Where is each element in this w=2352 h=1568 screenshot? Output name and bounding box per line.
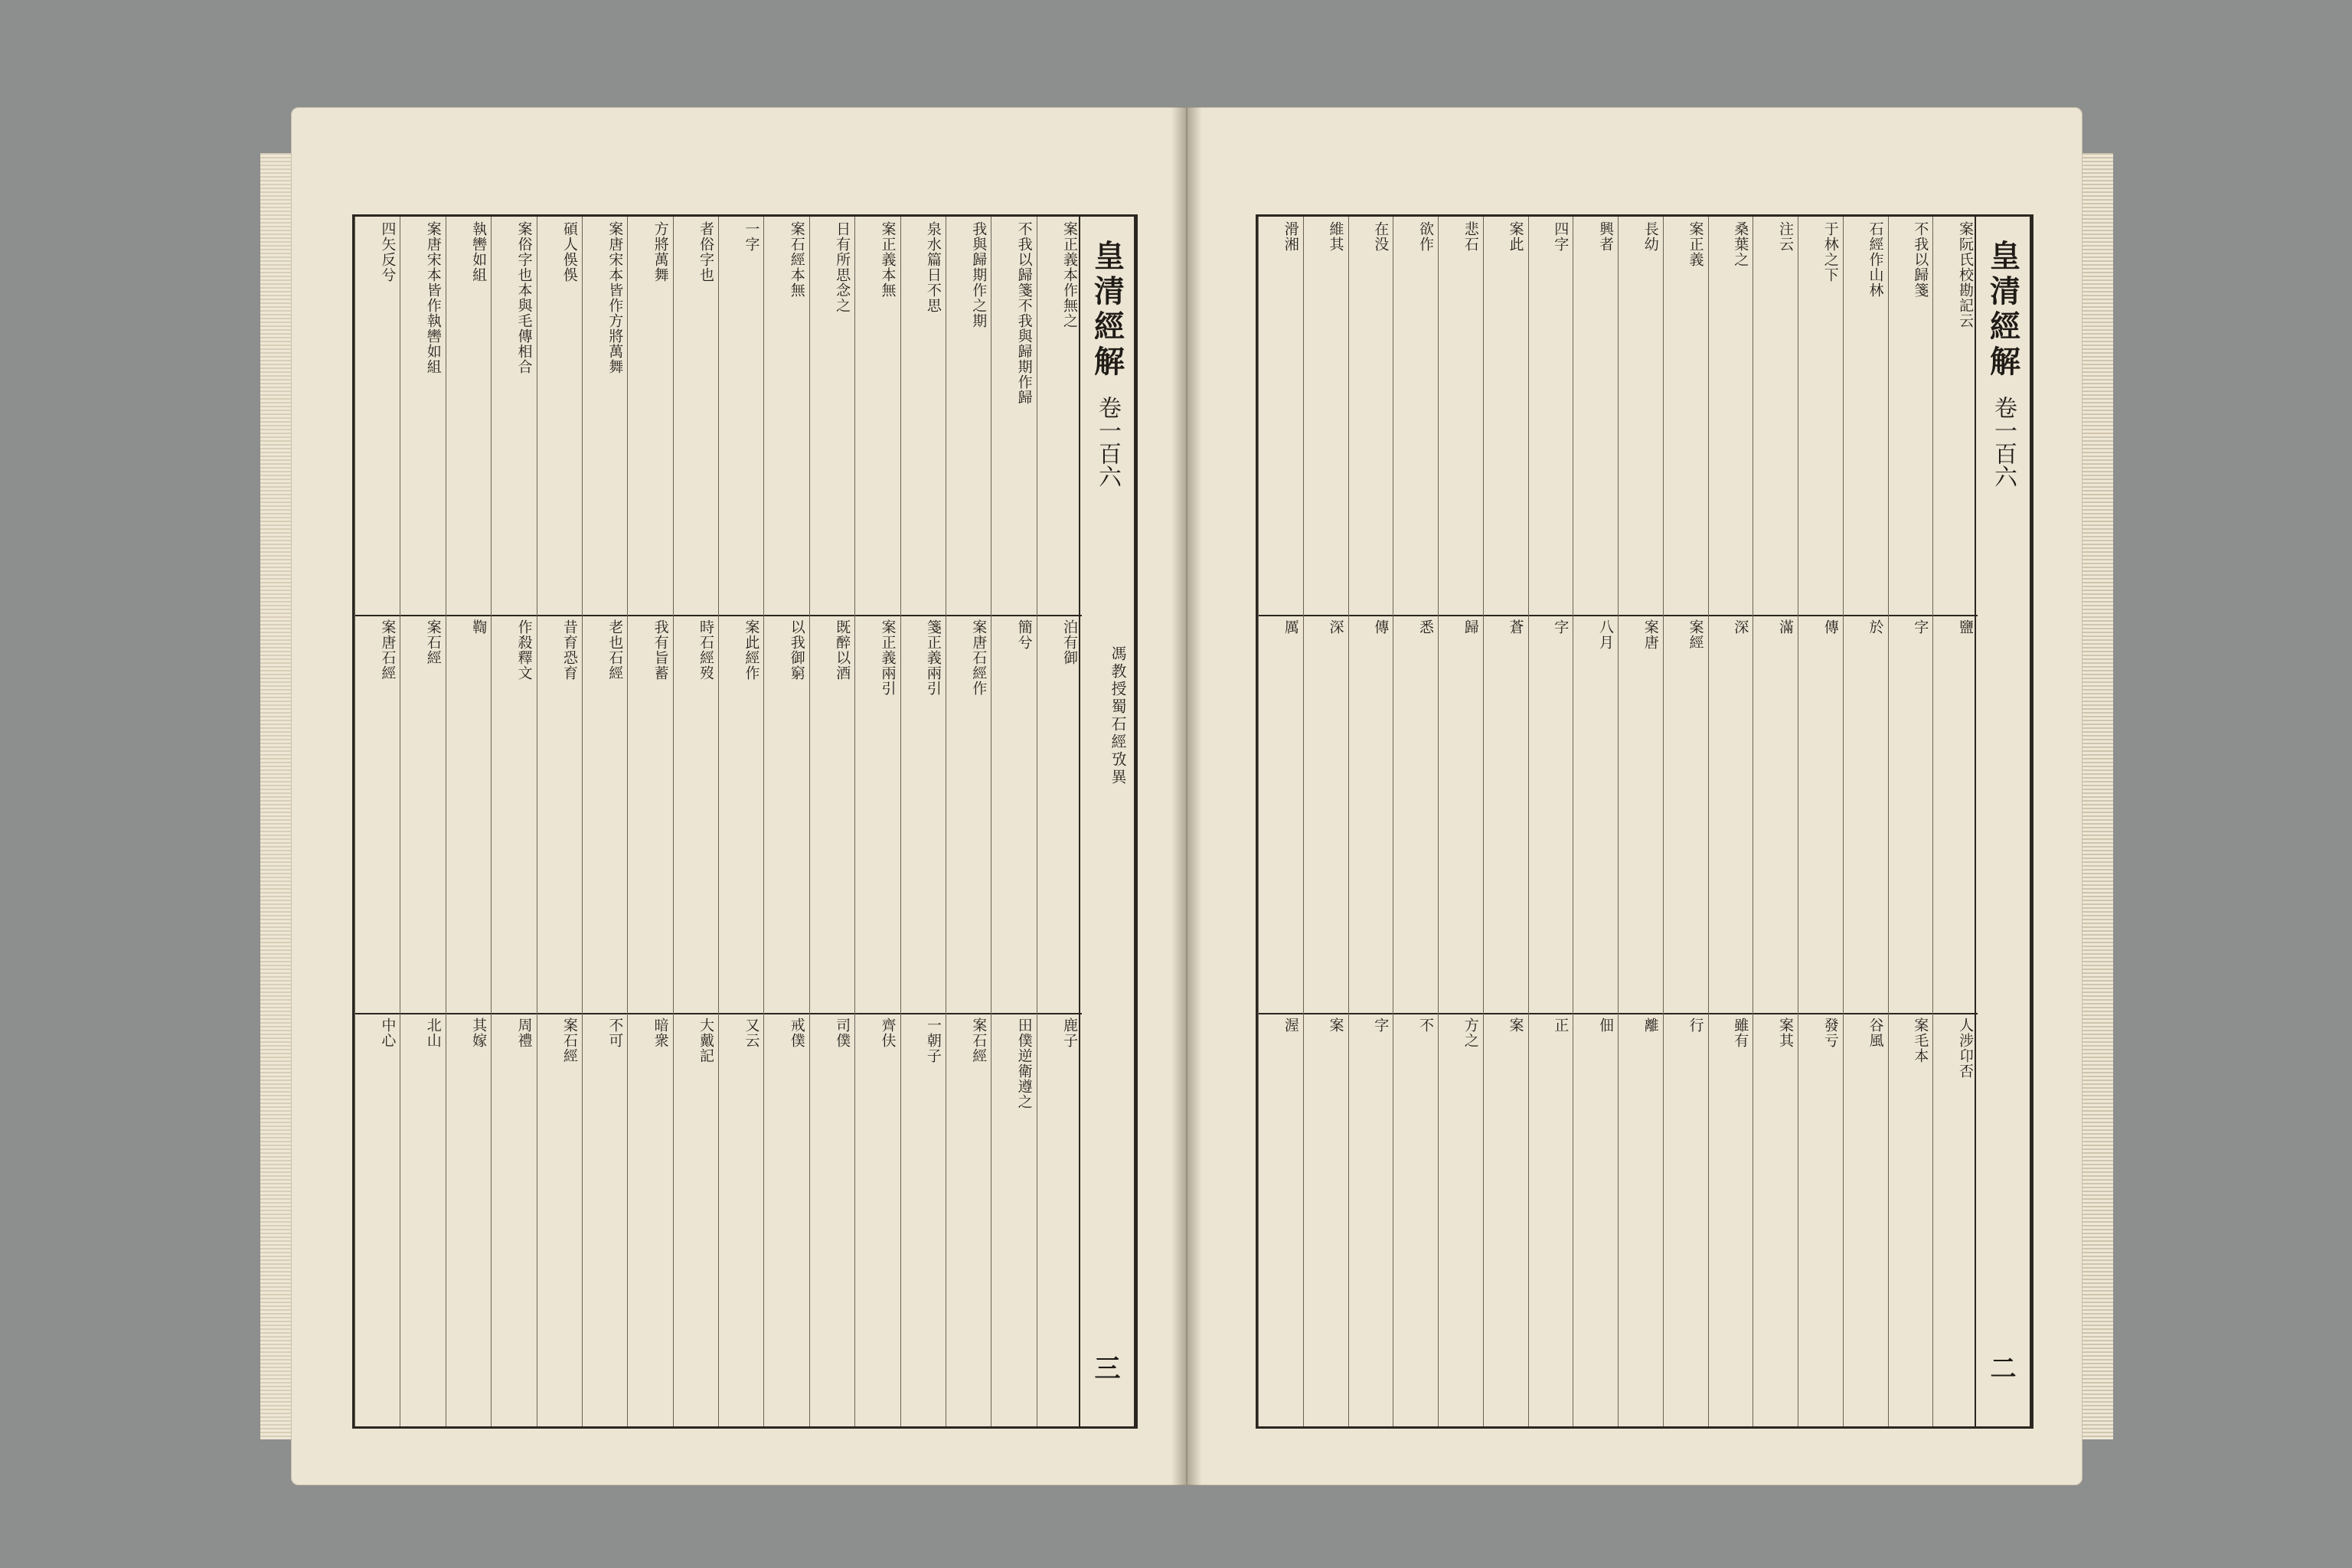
text-column: 傳 xyxy=(1348,615,1393,1013)
text-column: 中心 xyxy=(354,1013,400,1426)
text-column: 不 xyxy=(1393,1013,1438,1426)
text-column: 碩人俁俁 xyxy=(537,217,582,615)
text-column: 行 xyxy=(1663,1013,1708,1426)
right-band-3 xyxy=(1258,1013,1978,1426)
text-column: 傳 xyxy=(1798,615,1843,1013)
text-column: 石經作山林 xyxy=(1843,217,1888,615)
text-column: 執轡如組 xyxy=(446,217,491,615)
text-column: 案正義 xyxy=(1663,217,1708,615)
text-column: 不我以歸箋不我與歸期作歸 xyxy=(991,217,1036,615)
text-column: 在没 xyxy=(1348,217,1393,615)
book-gutter xyxy=(1171,107,1202,1485)
text-column: 方之 xyxy=(1438,1013,1483,1426)
text-column: 維其 xyxy=(1303,217,1348,615)
text-column: 泊有御 xyxy=(1037,615,1082,1013)
text-column: 案唐 xyxy=(1618,615,1663,1013)
text-column: 欲作 xyxy=(1393,217,1438,615)
text-column: 齊伕 xyxy=(854,1013,900,1426)
text-column: 深 xyxy=(1708,615,1753,1013)
text-column: 案毛本 xyxy=(1888,1013,1933,1426)
open-book xyxy=(291,107,2082,1485)
text-column: 案唐石經作 xyxy=(946,615,991,1013)
text-column: 案此 xyxy=(1483,217,1528,615)
text-column: 不我以歸箋 xyxy=(1888,217,1933,615)
text-column: 日有所思念之 xyxy=(809,217,854,615)
left-page xyxy=(291,107,1187,1485)
text-column: 者俗字也 xyxy=(673,217,718,615)
text-column: 又云 xyxy=(718,1013,763,1426)
text-column: 案唐宋本皆作執轡如組 xyxy=(400,217,445,615)
text-column: 八月 xyxy=(1573,615,1618,1013)
text-column: 厲 xyxy=(1258,615,1303,1013)
text-column: 悲石 xyxy=(1438,217,1483,615)
text-column: 作殺釋文 xyxy=(491,615,536,1013)
left-band-3 xyxy=(354,1013,1082,1426)
left-spine-title: 皇清經解 xyxy=(1089,240,1125,381)
text-column: 案正義本作無之 xyxy=(1037,217,1082,615)
text-column: 以我御窮 xyxy=(763,615,808,1013)
left-spine-page: 三 xyxy=(1089,1354,1120,1380)
text-column: 案石經 xyxy=(400,615,445,1013)
left-text-frame xyxy=(352,214,1138,1429)
text-column: 注云 xyxy=(1753,217,1798,615)
text-column: 戒僕 xyxy=(763,1013,808,1426)
text-column: 一字 xyxy=(718,217,763,615)
text-column: 案其 xyxy=(1753,1013,1798,1426)
right-band-2 xyxy=(1258,615,1978,1014)
right-spine-volume: 卷一百六 xyxy=(1990,396,2017,488)
text-column: 滑湘 xyxy=(1258,217,1303,615)
text-column: 暗衆 xyxy=(627,1013,672,1426)
text-column: 案正義本無 xyxy=(854,217,900,615)
text-column: 谷風 xyxy=(1843,1013,1888,1426)
text-column: 泉水篇日不思 xyxy=(900,217,946,615)
text-column: 桑葉之 xyxy=(1708,217,1753,615)
right-spine-title: 皇清經解 xyxy=(1984,240,2021,381)
text-column: 四字 xyxy=(1528,217,1573,615)
text-column: 人涉卬否 xyxy=(1932,1013,1978,1426)
text-column: 北山 xyxy=(400,1013,445,1426)
page-edges-left xyxy=(260,153,291,1439)
text-column: 滿 xyxy=(1753,615,1798,1013)
text-column: 老也石經 xyxy=(582,615,627,1013)
text-column: 箋正義兩引 xyxy=(900,615,946,1013)
text-column: 於 xyxy=(1843,615,1888,1013)
text-column: 案俗字也本與毛傳相合 xyxy=(491,217,536,615)
left-spine xyxy=(1079,217,1135,1426)
right-band-1 xyxy=(1258,217,1978,616)
text-column: 離 xyxy=(1618,1013,1663,1426)
text-column: 昔育恐育 xyxy=(537,615,582,1013)
text-column: 案唐宋本皆作方將萬舞 xyxy=(582,217,627,615)
text-column: 歸 xyxy=(1438,615,1483,1013)
text-column: 鞫 xyxy=(446,615,491,1013)
text-column: 案石經 xyxy=(537,1013,582,1426)
text-column: 案阮氏校勘記云 xyxy=(1932,217,1978,615)
text-column: 大戴記 xyxy=(673,1013,718,1426)
right-spine-page: 二 xyxy=(1985,1354,2016,1380)
text-column: 蒼 xyxy=(1483,615,1528,1013)
text-column: 司僕 xyxy=(809,1013,854,1426)
text-column: 周禮 xyxy=(491,1013,536,1426)
text-column: 正 xyxy=(1528,1013,1573,1426)
text-column: 簡兮 xyxy=(991,615,1036,1013)
text-column: 既醉以酒 xyxy=(809,615,854,1013)
left-band-2 xyxy=(354,615,1082,1014)
left-spine-volume: 卷一百六 xyxy=(1094,396,1121,488)
text-column: 字 xyxy=(1528,615,1573,1013)
text-column: 四矢反兮 xyxy=(354,217,400,615)
text-column: 佃 xyxy=(1573,1013,1618,1426)
text-column: 鹽 xyxy=(1932,615,1978,1013)
text-column: 案唐石經 xyxy=(354,615,400,1013)
page-edges-right xyxy=(2082,153,2113,1439)
text-column: 于林之下 xyxy=(1798,217,1843,615)
text-column: 時石經歿 xyxy=(673,615,718,1013)
text-column: 案 xyxy=(1483,1013,1528,1426)
text-column: 田僕逆衛遵之 xyxy=(991,1013,1036,1426)
text-column: 渥 xyxy=(1258,1013,1303,1426)
text-column: 其嫁 xyxy=(446,1013,491,1426)
text-column: 案正義兩引 xyxy=(854,615,900,1013)
right-spine xyxy=(1975,217,2031,1426)
text-column: 字 xyxy=(1348,1013,1393,1426)
text-column: 案此經作 xyxy=(718,615,763,1013)
text-column: 我與歸期作之期 xyxy=(946,217,991,615)
text-column: 案石經本無 xyxy=(763,217,808,615)
text-column: 發亏 xyxy=(1798,1013,1843,1426)
text-column: 興者 xyxy=(1573,217,1618,615)
text-column: 悉 xyxy=(1393,615,1438,1013)
text-column: 一朝子 xyxy=(900,1013,946,1426)
left-credit: 馮教授蜀石經攷異 xyxy=(1109,645,1127,786)
text-column: 長幼 xyxy=(1618,217,1663,615)
text-column: 方將萬舞 xyxy=(627,217,672,615)
left-band-1 xyxy=(354,217,1082,616)
right-text-frame xyxy=(1256,214,2034,1429)
text-column: 案經 xyxy=(1663,615,1708,1013)
text-column: 案 xyxy=(1303,1013,1348,1426)
text-column: 不可 xyxy=(582,1013,627,1426)
text-column: 案石經 xyxy=(946,1013,991,1426)
text-column: 我有旨蓄 xyxy=(627,615,672,1013)
text-column: 鹿子 xyxy=(1037,1013,1082,1426)
right-page xyxy=(1187,107,2082,1485)
text-column: 字 xyxy=(1888,615,1933,1013)
text-column: 雖有 xyxy=(1708,1013,1753,1426)
text-column: 深 xyxy=(1303,615,1348,1013)
